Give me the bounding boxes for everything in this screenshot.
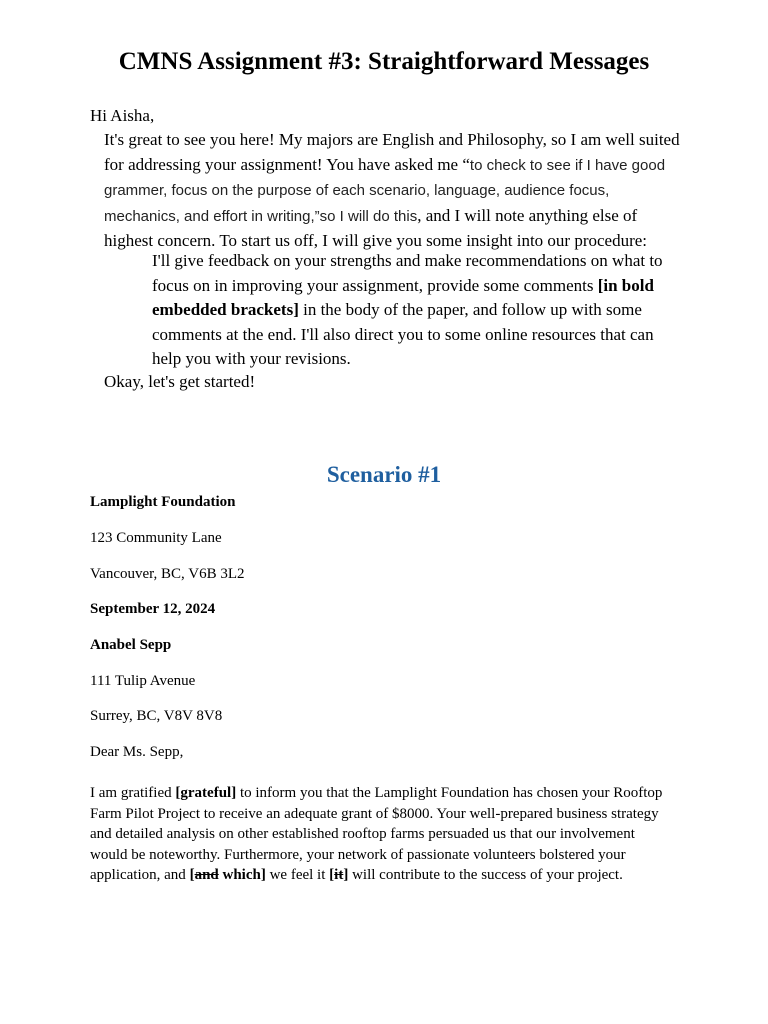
greeting: Hi Aisha, <box>90 106 155 125</box>
comment-which: which] <box>218 867 266 883</box>
lets-start-line: Okay, let's get started! <box>104 372 256 391</box>
document-title: CMNS Assignment #3: Straightforward Messages <box>118 48 650 75</box>
scenario-heading: Scenario #1 <box>326 462 442 487</box>
sender-city: Vancouver, BC, V6B 3L2 <box>90 566 245 582</box>
struck-and: and <box>194 867 219 883</box>
letter-date: September 12, 2024 <box>90 601 216 617</box>
body-text-1: I am gratified <box>90 785 176 801</box>
procedure-paragraph <box>152 249 672 372</box>
struck-it: it <box>334 867 344 883</box>
comment-it-close: ] <box>343 867 349 883</box>
recipient-street: 111 Tulip Avenue <box>90 673 196 689</box>
body-text-4: will contribute to the success of your project. <box>348 867 623 883</box>
comment-and-which <box>190 867 266 883</box>
sender-name: Lamplight Foundation <box>90 494 236 510</box>
salutation: Dear Ms. Sepp, <box>90 744 184 760</box>
intro-text-a: It's great to see you here! My majors are English and Philosophy, so I am well suited for addressing your assignment! You have asked me “ <box>104 130 680 174</box>
letter-body <box>90 783 676 886</box>
comment-it <box>329 867 348 883</box>
comment-it-open: [ <box>329 867 335 883</box>
recipient-city: Surrey, BC, V8V 8V8 <box>90 708 223 724</box>
recipient-name: Anabel Sepp <box>90 637 172 653</box>
comment-grateful: [grateful] <box>175 785 237 801</box>
procedure-text-a: I'll give feedback on your strengths and make recommendations on what to focus on in improving your assignment, provide some comments <box>152 251 663 295</box>
intro-quoted-request: to check to see if I have good grammer, focus on the purpose of each scenario, language, audience focus, mechanics, and effort in writing,”so I will do this <box>104 156 666 225</box>
comment-open-bracket: [ <box>189 867 195 883</box>
procedure-text-b: in the body of the paper, and follow up with some comments at the end. I'll also direct you to some online resources that can help you with your revisions. <box>152 300 654 368</box>
intro-text-b: , and I will note anything else of highest concern. To start us off, I will give you some insight into our procedure: <box>104 205 648 250</box>
sender-street: 123 Community Lane <box>90 530 222 546</box>
body-text-2: to inform you that the Lamplight Foundation has chosen your Rooftop Farm Pilot Project to receive an adequate grant of $8000. Your well-prepared business strategy and detailed analysis on other established rooftop farms persuaded us that our involvement would be noteworthy. Furthermore, your network of passionate volunteers bolstered your application, and <box>90 785 663 883</box>
intro-paragraph <box>104 128 684 254</box>
procedure-bold-note: [in bold embedded brackets] <box>152 275 654 319</box>
body-text-3: we feel it <box>265 867 330 883</box>
